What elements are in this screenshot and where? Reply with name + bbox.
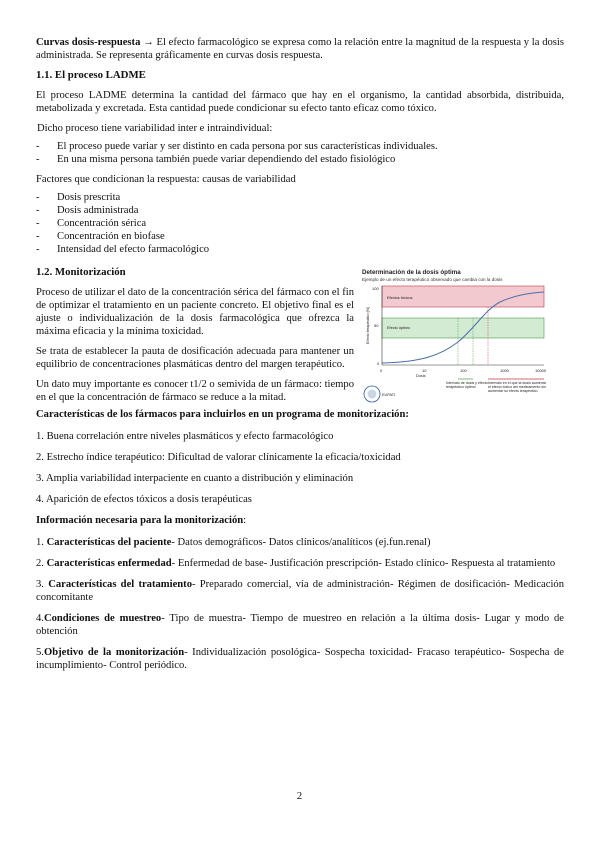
list-item: - Dosis administrada xyxy=(36,204,564,217)
figure-title: Determinación de la dosis óptima xyxy=(362,269,461,276)
note-left: Intervalo de dosis y efecto terapéutico óptimo xyxy=(446,381,488,390)
list-item: 3. Características del tratamiento- Preparado comercial, vía de administración- Régimen de dosificación- Medicación concomitante xyxy=(36,579,564,603)
monitorizacion-section xyxy=(36,266,564,404)
chars-heading: Características de los fármacos para incluirlos en un programa de monitorización: xyxy=(36,409,409,420)
list-item: - Intensidad del efecto farmacológico xyxy=(36,243,564,256)
dose-response-figure xyxy=(360,266,582,414)
logo-inner-icon xyxy=(368,390,377,399)
optimal-band-label: Efecto óptimo xyxy=(387,326,411,330)
monitorizacion-paragraph-2: Se trata de establecer la pauta de dosificación adecuada para mantener un equilibrio de concentraciones plasmáticas dentro del margen terapéutico. xyxy=(36,346,354,370)
list-item: 2. Características enfermedad- Enfermedad de base- Justificación prescripción- Estado clínico- Respuesta al tratamiento xyxy=(36,558,556,569)
intro-title: Curvas dosis-respuesta xyxy=(36,37,141,48)
y-tick-label: 100 xyxy=(372,286,379,291)
list-item: 4. Aparición de efectos tóxicos a dosis terapéuticas xyxy=(36,494,252,505)
note-right: Intervalo en el que la dosis aumenta el efecto tóxico del medicamento sin aumentar su efecto terapéutico xyxy=(488,381,546,394)
intro-text: El efecto farmacológico se expresa como la relación entre la magnitud de la respuesta y la dosis administrada. Se representa gráficamente en curvas dosis respuesta. xyxy=(36,37,564,61)
info-heading: Información necesaria para la monitorización xyxy=(36,515,244,526)
list-item: - Concentración en biofase xyxy=(36,230,564,243)
ladme-paragraph: El proceso LADME determina la cantidad del fármaco que hay en el organismo, la cantidad absorbida, distribuida, metabolizada y excretada. Esta cantidad puede condicionar su efecto tanto eficaz como tóxico. xyxy=(36,90,564,114)
list-item: 1. Buena correlación entre niveles plasmáticos y efecto farmacológico xyxy=(36,431,334,442)
arrow-icon: → xyxy=(143,37,154,48)
list-item: - El proceso puede variar y ser distinto en cada persona por sus características individuales. xyxy=(36,140,564,153)
x-tick-label: 10 xyxy=(422,368,427,373)
intro-paragraph xyxy=(36,36,564,62)
list-item: - Concentración sérica xyxy=(36,217,564,230)
list-item: 2. Estrecho índice terapéutico: Dificultad de valorar clínicamente la eficacia/toxicidad xyxy=(36,452,401,463)
x-tick-label: 100 xyxy=(460,368,467,373)
x-axis-label: Dosis xyxy=(416,374,426,378)
list-item: - Dosis prescrita xyxy=(36,191,564,204)
logo-label: EUPATI xyxy=(382,393,396,397)
factors-list xyxy=(36,191,564,256)
list-item: - En una misma persona también puede variar dependiendo del estado fisiológico xyxy=(36,153,564,166)
x-tick-label: 10000 xyxy=(535,368,547,373)
list-item: 4.Condiciones de muestreo- Tipo de muestra- Tiempo de muestreo en relación a la última dosis- Lugar y modo de obtención xyxy=(36,613,565,637)
info-heading-line: Información necesaria para la monitorización: xyxy=(36,515,247,526)
figure-subtitle: Ejemplo de un efecto terapéutico observado que cambia con la dosis xyxy=(362,277,503,282)
toxic-band-label: Efectos tóxicos xyxy=(387,296,413,300)
factors-intro: Factores que condicionan la respuesta: causas de variabilidad xyxy=(36,174,296,185)
chars-list xyxy=(36,430,564,506)
variability-intro: Dicho proceso tiene variabilidad inter e intraindividual: xyxy=(37,123,273,134)
info-list xyxy=(36,536,564,672)
section-heading-ladme: 1.1. El proceso LADME xyxy=(36,69,146,81)
y-axis-label: Efecto terapéutico [%] xyxy=(366,306,370,344)
x-tick-label: 0 xyxy=(380,368,383,373)
monitorizacion-paragraph-3: Un dato muy importante es conocer t1/2 o semivida de un fármaco: tiempo en el que la concentración de fármaco se reduce a la mitad. xyxy=(36,379,354,403)
list-item: 5.Objetivo de la monitorización- Individualización posológica- Sospecha toxicidad- Fracaso terapéutico- Sospecha de incumplimiento- Control periódico. xyxy=(36,647,564,671)
section-heading-monitorizacion: 1.2. Monitorización xyxy=(36,266,126,278)
document-page xyxy=(36,36,564,680)
note-right-box xyxy=(488,381,548,411)
variability-list xyxy=(36,140,564,166)
monitorizacion-paragraph-1: Proceso de utilizar el dato de la concentración sérica del fármaco con el fin de optimizar el tratamiento en un paciente concreto. El objetivo final es el ajuste o individualización de la dosis farmacológica que ofrezca la máxima eficacia y la mínima toxicidad. xyxy=(36,287,354,337)
page-number: 2 xyxy=(296,791,303,802)
list-item: 3. Amplia variabilidad interpaciente en cuanto a distribución y eliminación xyxy=(36,473,354,484)
y-tick-label: 0 xyxy=(377,361,380,366)
list-item: 1. Características del paciente- Datos demográficos- Datos clínicos/analíticos (ej.fun.renal) xyxy=(36,537,431,548)
note-left-box xyxy=(446,381,488,409)
y-tick-label: 50 xyxy=(374,323,379,328)
x-tick-label: 1000 xyxy=(500,368,509,373)
